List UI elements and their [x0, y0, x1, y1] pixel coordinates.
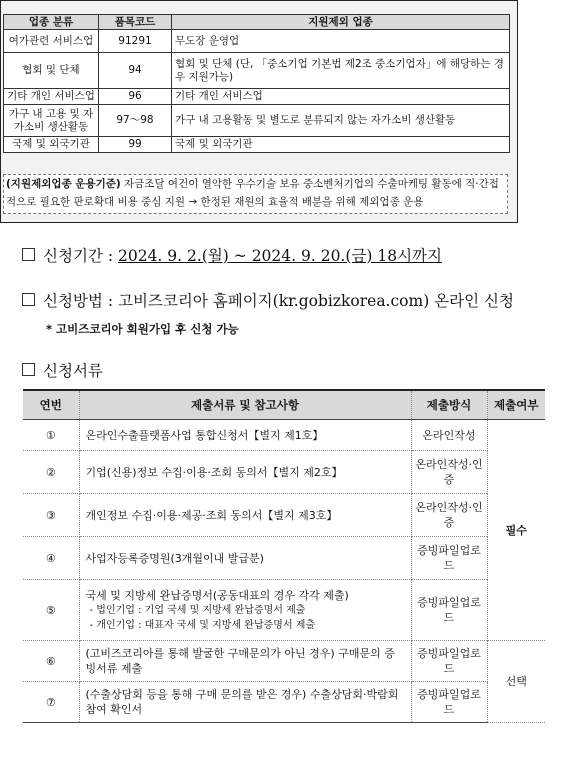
- documents-title: 신청서류: [43, 362, 103, 380]
- period-label: 신청기간 :: [43, 247, 114, 265]
- method-cell: 증빙파일업로드: [411, 682, 487, 723]
- table-row: [4, 53, 510, 89]
- excluded-cell: 무도장 운영업: [172, 30, 510, 53]
- checkbox-square-icon: [22, 248, 35, 261]
- required-cell: 필수: [487, 420, 545, 641]
- method-cell: 온라인작성·인증: [411, 494, 487, 537]
- optional-cell: 선택: [487, 641, 545, 723]
- table-row: [4, 105, 510, 137]
- doc-cell: (수출상담회 등을 통해 구매 문의를 받은 경우) 수출상담회·박람회 참여 확인서: [79, 682, 411, 723]
- doc-sub-item: - 개인기업 : 대표자 국세 및 지방세 완납증명서 제출: [89, 619, 316, 631]
- category-cell: 기타 개인 서비스업: [4, 89, 99, 105]
- code-cell: 99: [99, 137, 172, 153]
- exclusion-box: [0, 0, 518, 223]
- doc-cell: 사업자등록증명원(3개월이내 발급분): [79, 537, 411, 580]
- doc-sub-item: - 법인기업 : 기업 국세 및 지방세 완납증명서 제출: [89, 604, 306, 616]
- table-row: [23, 641, 545, 682]
- row-number: ⑦: [23, 682, 79, 723]
- excluded-cell: 기타 개인 서비스업: [172, 89, 510, 105]
- row-number: ①: [23, 420, 79, 451]
- table-row: [23, 537, 545, 580]
- method-cell: 온라인작성: [411, 420, 487, 451]
- doc-cell: 개인정보 수집·이용·제공·조회 동의서【별지 제3호】: [79, 494, 411, 537]
- table-row: [4, 30, 510, 53]
- category-cell: 가구 내 고용 및 자가소비 생산활동: [4, 105, 99, 137]
- table-row: [23, 682, 545, 723]
- doc-cell: 기업(신용)정보 수집·이용·조회 동의서【별지 제2호】: [79, 451, 411, 494]
- table-row: [23, 494, 545, 537]
- table-row: [23, 451, 545, 494]
- exclusion-note: [3, 174, 508, 214]
- table-row: [4, 137, 510, 153]
- header-required: 제출여부: [487, 390, 545, 420]
- header-excluded: 지원제외 업종: [172, 15, 510, 30]
- table-row: [4, 89, 510, 105]
- doc-cell: [79, 580, 411, 641]
- header-no: 연번: [23, 390, 79, 420]
- method-cell: 증빙파일업로드: [411, 580, 487, 641]
- exclusion-table: [3, 14, 510, 153]
- header-category: 업종 분류: [4, 15, 99, 30]
- header-doc: 제출서류 및 참고사항: [79, 390, 411, 420]
- excluded-cell: 협회 및 단체 (단, 「중소기업 기본법 제2조 중소기업자」에 해당하는 경우 지원가능): [172, 53, 510, 89]
- category-cell: 협회 및 단체: [4, 53, 99, 89]
- code-cell: 96: [99, 89, 172, 105]
- table-row: [23, 420, 545, 451]
- documents-table: [23, 389, 545, 723]
- excluded-cell: 가구 내 고용활동 및 별도로 분류되지 않는 자가소비 생산활동: [172, 105, 510, 137]
- method-cell: 증빙파일업로드: [411, 641, 487, 682]
- category-cell: 여가관련 서비스업: [4, 30, 99, 53]
- checkbox-square-icon: [22, 293, 35, 306]
- period-value: 2024. 9. 2.(월) ~ 2024. 9. 20.(금) 18시까지: [117, 247, 443, 265]
- code-cell: 97～98: [99, 105, 172, 137]
- row-number: ③: [23, 494, 79, 537]
- checkbox-square-icon: [22, 363, 35, 376]
- period-section: [22, 244, 442, 266]
- method-cell: 증빙파일업로드: [411, 537, 487, 580]
- note-text: 자금조달 여건이 열악한 우수기술 보유 중소벤처기업의 수출마케팅 활동에 직·간접적으로 필요한 판로확대 비용 중심 지원 → 한정된 재원의 효율적 배분을 위해 제외업종 운용: [6, 178, 499, 208]
- table-row: [23, 580, 545, 641]
- method-note: * 고비즈코리아 회원가입 후 신청 가능: [46, 322, 239, 336]
- method-label: 신청방법 :: [43, 292, 114, 310]
- header-method: 제출방식: [411, 390, 487, 420]
- header-code: 품목코드: [99, 15, 172, 30]
- doc-cell: (고비즈코리아를 통해 발굴한 구매문의가 아닌 경우) 구매문의 증빙서류 제출: [79, 641, 411, 682]
- doc-cell: 온라인수출플랫폼사업 통합신청서【별지 제1호】: [79, 420, 411, 451]
- method-cell: 온라인작성·인증: [411, 451, 487, 494]
- method-value: 고비즈코리아 홈페이지(kr.gobizkorea.com) 온라인 신청: [117, 292, 514, 310]
- code-cell: 94: [99, 53, 172, 89]
- note-label: (지원제외업종 운용기준): [6, 178, 121, 190]
- doc-main: 국세 및 지방세 완납증명서(공동대표의 경우 각각 제출): [85, 588, 349, 602]
- documents-section-title: [22, 359, 103, 381]
- row-number: ②: [23, 451, 79, 494]
- row-number: ④: [23, 537, 79, 580]
- row-number: ⑤: [23, 580, 79, 641]
- method-section: [22, 289, 514, 311]
- category-cell: 국제 및 외국기관: [4, 137, 99, 153]
- code-cell: 91291: [99, 30, 172, 53]
- excluded-cell: 국제 및 외국기관: [172, 137, 510, 153]
- row-number: ⑥: [23, 641, 79, 682]
